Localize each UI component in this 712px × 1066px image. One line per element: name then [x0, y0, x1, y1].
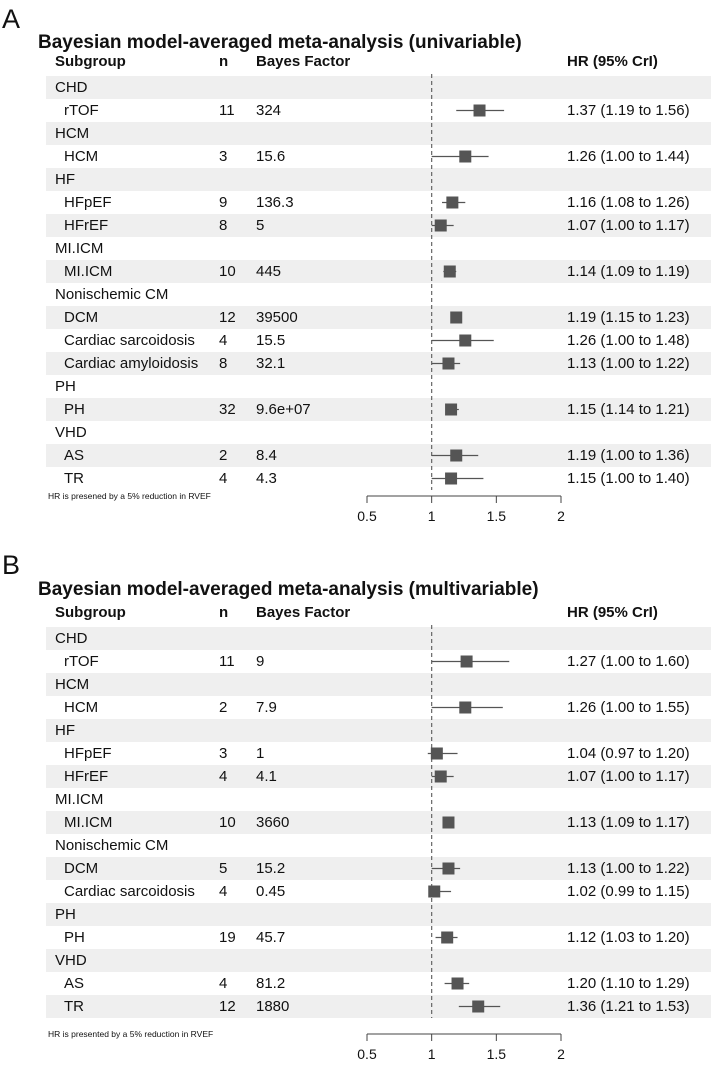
bayes-factor-value: 3660: [256, 814, 290, 831]
bayes-factor-value: 81.2: [256, 975, 286, 992]
row-stripe: [46, 949, 711, 972]
hr-text: 1.07 (1.00 to 1.17): [567, 217, 690, 234]
hr-point: [442, 863, 454, 875]
group-label: MI.ICM: [55, 240, 104, 257]
subgroup-label: rTOF: [64, 653, 99, 670]
bayes-factor-value: 1880: [256, 998, 290, 1015]
bayes-factor-value: 324: [256, 102, 282, 119]
row-stripe: [46, 903, 711, 926]
subgroup-label: HCM: [64, 699, 99, 716]
group-label: Nonischemic CM: [55, 286, 169, 303]
group-label: MI.ICM: [55, 791, 104, 808]
forest-panel-b: [0, 546, 712, 1066]
bayes-factor-value: 4.3: [256, 470, 277, 487]
x-tick-label: 1.5: [486, 1046, 507, 1062]
n-value: 3: [219, 745, 228, 762]
hr-text: 1.36 (1.21 to 1.53): [567, 998, 690, 1015]
chart-title: Bayesian model-averaged meta-analysis (multivariable): [38, 579, 539, 600]
header-subgroup: Subgroup: [55, 604, 126, 621]
n-value: 11: [219, 102, 235, 119]
hr-point: [446, 197, 458, 209]
hr-text: 1.37 (1.19 to 1.56): [567, 102, 690, 119]
subgroup-label: AS: [64, 447, 85, 464]
n-value: 2: [219, 699, 228, 716]
hr-point: [474, 105, 486, 117]
bayes-factor-value: 15.2: [256, 860, 286, 877]
panel-label: A: [2, 4, 21, 34]
header-n: n: [219, 53, 229, 70]
footnote: HR is presented by a 5% reduction in RVEF: [48, 1029, 214, 1039]
hr-point: [435, 220, 447, 232]
hr-text: 1.14 (1.09 to 1.19): [567, 263, 690, 280]
n-value: 8: [219, 217, 228, 234]
hr-point: [435, 771, 447, 783]
hr-text: 1.15 (1.00 to 1.40): [567, 470, 690, 487]
row-stripe: [46, 673, 711, 696]
group-label: PH: [55, 906, 76, 923]
hr-text: 1.07 (1.00 to 1.17): [567, 768, 690, 785]
group-label: HCM: [55, 676, 90, 693]
subgroup-label: HFrEF: [64, 217, 109, 234]
subgroup-label: rTOF: [64, 102, 99, 119]
bayes-factor-value: 1: [256, 745, 265, 762]
hr-text: 1.26 (1.00 to 1.44): [567, 148, 690, 165]
n-value: 10: [219, 814, 236, 831]
hr-point: [431, 748, 443, 760]
hr-point: [452, 978, 464, 990]
x-tick-label: 2: [557, 1046, 565, 1062]
hr-point: [459, 702, 471, 714]
hr-text: 1.12 (1.03 to 1.20): [567, 929, 690, 946]
subgroup-label: HFpEF: [64, 194, 112, 211]
subgroup-label: AS: [64, 975, 85, 992]
bayes-factor-value: 15.5: [256, 332, 286, 349]
group-label: HF: [55, 171, 75, 188]
hr-text: 1.26 (1.00 to 1.48): [567, 332, 690, 349]
hr-text: 1.13 (1.00 to 1.22): [567, 860, 690, 877]
n-value: 8: [219, 355, 228, 372]
n-value: 5: [219, 860, 228, 877]
header-hr: HR (95% CrI): [567, 53, 658, 70]
bayes-factor-value: 32.1: [256, 355, 286, 372]
n-value: 4: [219, 975, 228, 992]
subgroup-label: TR: [64, 470, 84, 487]
hr-text: 1.16 (1.08 to 1.26): [567, 194, 690, 211]
bayes-factor-value: 5: [256, 217, 265, 234]
hr-text: 1.02 (0.99 to 1.15): [567, 883, 690, 900]
hr-text: 1.27 (1.00 to 1.60): [567, 653, 690, 670]
chart-title: Bayesian model-averaged meta-analysis (univariable): [38, 32, 522, 53]
bayes-factor-value: 15.6: [256, 148, 286, 165]
header-hr: HR (95% CrI): [567, 604, 658, 621]
hr-point: [450, 450, 462, 462]
n-value: 4: [219, 883, 228, 900]
hr-text: 1.13 (1.00 to 1.22): [567, 355, 690, 372]
x-tick-label: 0.5: [357, 508, 377, 524]
bayes-factor-value: 9: [256, 653, 265, 670]
hr-point: [459, 335, 471, 347]
hr-point: [441, 932, 453, 944]
group-label: CHD: [55, 79, 88, 96]
hr-point: [428, 886, 440, 898]
bayes-factor-value: 4.1: [256, 768, 277, 785]
bayes-factor-value: 8.4: [256, 447, 277, 464]
forest-plot-a: [0, 0, 712, 520]
hr-point: [450, 312, 462, 324]
forest-panel-a: [0, 0, 712, 524]
subgroup-label: PH: [64, 401, 85, 418]
bayes-factor-value: 9.6e+07: [256, 401, 311, 418]
subgroup-label: MI.ICM: [64, 814, 113, 831]
hr-text: 1.20 (1.10 to 1.29): [567, 975, 690, 992]
subgroup-label: HFpEF: [64, 745, 112, 762]
hr-point: [445, 404, 457, 416]
group-label: Nonischemic CM: [55, 837, 169, 854]
footnote: HR is presened by a 5% reduction in RVEF: [48, 491, 211, 501]
bayes-factor-value: 7.9: [256, 699, 277, 716]
header-subgroup: Subgroup: [55, 53, 126, 70]
group-label: HF: [55, 722, 75, 739]
hr-text: 1.26 (1.00 to 1.55): [567, 699, 690, 716]
header-bayes-factor: Bayes Factor: [256, 604, 351, 621]
subgroup-label: Cardiac sarcoidosis: [64, 883, 195, 900]
n-value: 2: [219, 447, 228, 464]
row-stripe: [46, 719, 711, 742]
bayes-factor-value: 445: [256, 263, 282, 280]
subgroup-label: MI.ICM: [64, 263, 113, 280]
subgroup-label: PH: [64, 929, 85, 946]
x-tick-label: 1: [427, 508, 436, 524]
row-stripe: [46, 627, 711, 650]
group-label: HCM: [55, 125, 90, 142]
group-label: PH: [55, 378, 76, 395]
group-label: VHD: [55, 424, 87, 441]
subgroup-label: HCM: [64, 148, 99, 165]
subgroup-label: DCM: [64, 860, 99, 877]
bayes-factor-value: 0.45: [256, 883, 286, 900]
hr-text: 1.19 (1.15 to 1.23): [567, 309, 690, 326]
subgroup-label: TR: [64, 998, 84, 1015]
hr-text: 1.04 (0.97 to 1.20): [567, 745, 690, 762]
bayes-factor-value: 136.3: [256, 194, 294, 211]
row-stripe: [46, 76, 711, 99]
n-value: 3: [219, 148, 228, 165]
subgroup-label: HFrEF: [64, 768, 109, 785]
hr-text: 1.15 (1.14 to 1.21): [567, 401, 690, 418]
group-label: CHD: [55, 630, 88, 647]
n-value: 4: [219, 768, 228, 785]
subgroup-label: Cardiac sarcoidosis: [64, 332, 195, 349]
x-tick-label: 0.5: [357, 1046, 377, 1062]
hr-point: [461, 656, 473, 668]
n-value: 19: [219, 929, 236, 946]
subgroup-label: DCM: [64, 309, 99, 326]
hr-text: 1.19 (1.00 to 1.36): [567, 447, 690, 464]
header-n: n: [219, 604, 229, 621]
hr-point: [442, 358, 454, 370]
n-value: 12: [219, 309, 236, 326]
hr-point: [459, 151, 471, 163]
n-value: 9: [219, 194, 228, 211]
n-value: 10: [219, 263, 236, 280]
hr-point: [445, 473, 457, 485]
n-value: 11: [219, 653, 235, 670]
n-value: 4: [219, 470, 228, 487]
hr-text: 1.13 (1.09 to 1.17): [567, 814, 690, 831]
hr-point: [442, 817, 454, 829]
subgroup-label: Cardiac amyloidosis: [64, 355, 199, 372]
hr-point: [472, 1001, 484, 1013]
row-stripe: [46, 122, 711, 145]
x-tick-label: 1.5: [486, 508, 507, 524]
n-value: 4: [219, 332, 228, 349]
row-stripe: [46, 168, 711, 191]
x-tick-label: 2: [557, 508, 565, 524]
hr-point: [444, 266, 456, 278]
panel-label: B: [2, 550, 21, 580]
bayes-factor-value: 45.7: [256, 929, 286, 946]
group-label: VHD: [55, 952, 87, 969]
n-value: 32: [219, 401, 236, 418]
header-bayes-factor: Bayes Factor: [256, 53, 351, 70]
n-value: 12: [219, 998, 236, 1015]
x-tick-label: 1: [427, 1046, 436, 1062]
bayes-factor-value: 39500: [256, 309, 298, 326]
